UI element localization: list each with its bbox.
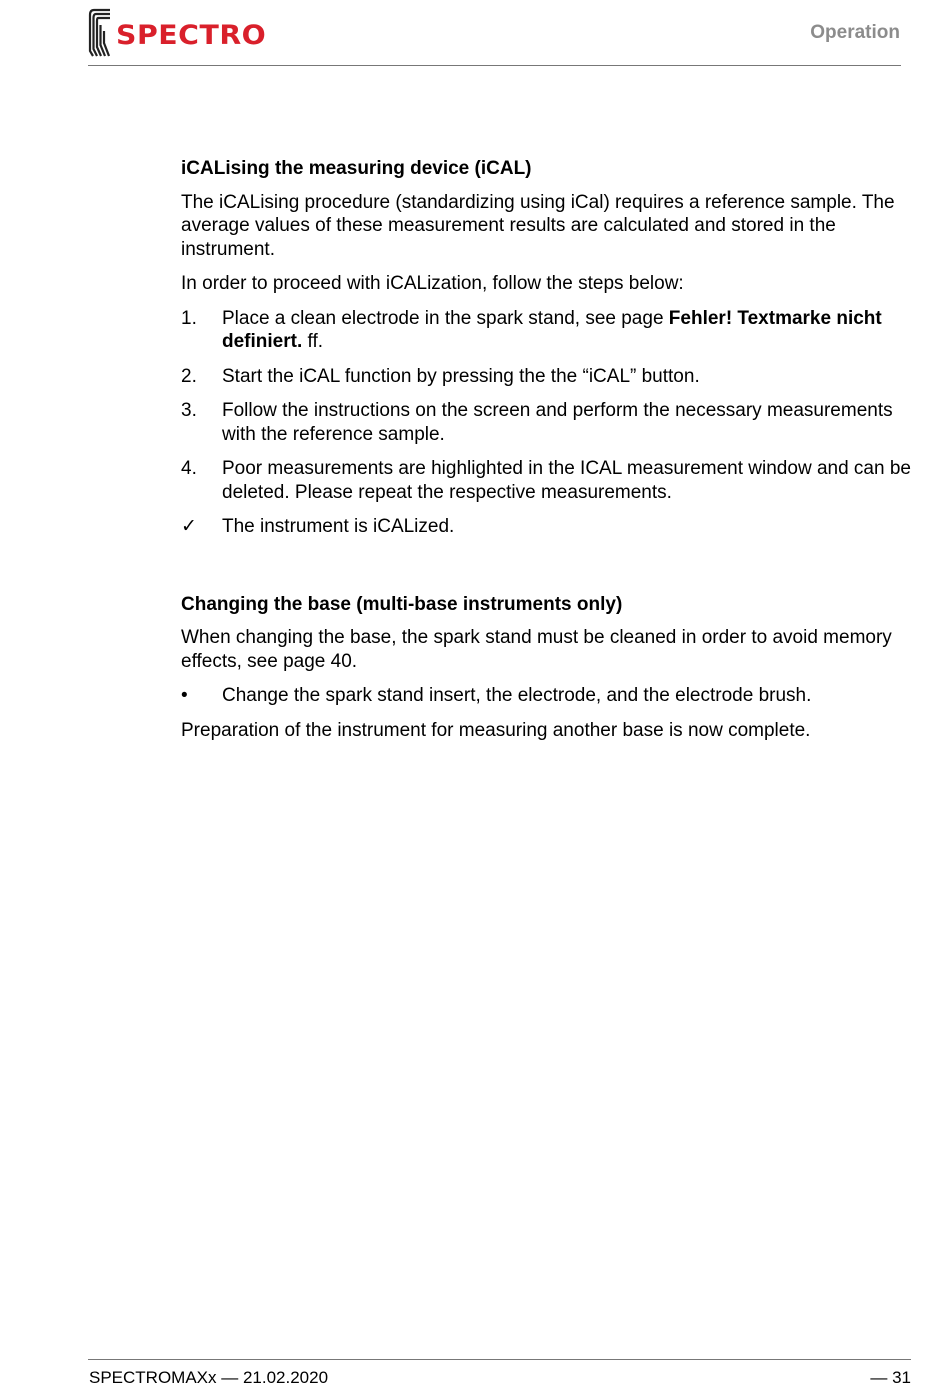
step-text — [222, 307, 916, 354]
checkmark-icon: ✓ — [181, 516, 197, 537]
result-item — [181, 515, 916, 539]
spectro-logo-mark-icon — [88, 7, 112, 57]
result-text: The instrument is iCALized. — [222, 516, 455, 537]
step-number: 2. — [181, 365, 197, 387]
step-item-4 — [181, 457, 916, 504]
logo-wordmark: SPECTRO — [116, 19, 267, 51]
footer-document-info: SPECTROMAXx — 21.02.2020 — [89, 1368, 329, 1387]
step-number: 3. — [181, 400, 197, 421]
step-text: Follow the instructions on the screen and perform the necessary measurements with the reference sample. — [222, 400, 893, 445]
step-text-suffix: ff. — [302, 331, 324, 352]
footer-divider — [88, 1359, 911, 1360]
bullet-item — [181, 684, 916, 708]
ical-intro-paragraph: The iCALising procedure (standardizing using iCal) requires a reference sample. The average values of these measurement results are calculated and stored in the instrument. — [181, 191, 895, 260]
closing-paragraph: Preparation of the instrument for measuring another base is now complete. — [181, 719, 811, 741]
step-number: 4. — [181, 458, 197, 479]
step-text: Start the iCAL function by pressing the the “iCAL” button. — [222, 365, 700, 387]
base-intro-paragraph: When changing the base, the spark stand must be cleaned in order to avoid memory effects, see page 40. — [181, 627, 892, 672]
step-number: 1. — [181, 307, 197, 329]
bullet-text: Change the spark stand insert, the electrode, and the electrode brush. — [222, 685, 812, 706]
page-content — [181, 157, 916, 753]
broken-reference-text: Fehler! Textmarke nicht definiert. — [222, 307, 882, 352]
step-text-main: Place a clean electrode in the spark stand, see page — [222, 307, 669, 329]
step-item-1 — [181, 307, 916, 354]
page-number: — 31 — [870, 1368, 911, 1387]
section-label: Operation — [810, 22, 900, 43]
section-heading-base: Changing the base (multi-base instruments only) — [181, 593, 623, 615]
ical-lead-paragraph: In order to proceed with iCALization, follow the steps below: — [181, 273, 684, 294]
bullet-icon: • — [181, 685, 188, 706]
section-spacer — [181, 550, 916, 593]
header-divider — [88, 65, 901, 66]
section-heading-ical: iCALising the measuring device (iCAL) — [181, 158, 532, 179]
spectro-logo — [88, 6, 267, 58]
step-item-2 — [181, 365, 916, 389]
step-text: Poor measurements are highlighted in the ICAL measurement window and can be deleted. Please repeat the respective measurements. — [222, 458, 911, 503]
step-item-3 — [181, 399, 916, 446]
